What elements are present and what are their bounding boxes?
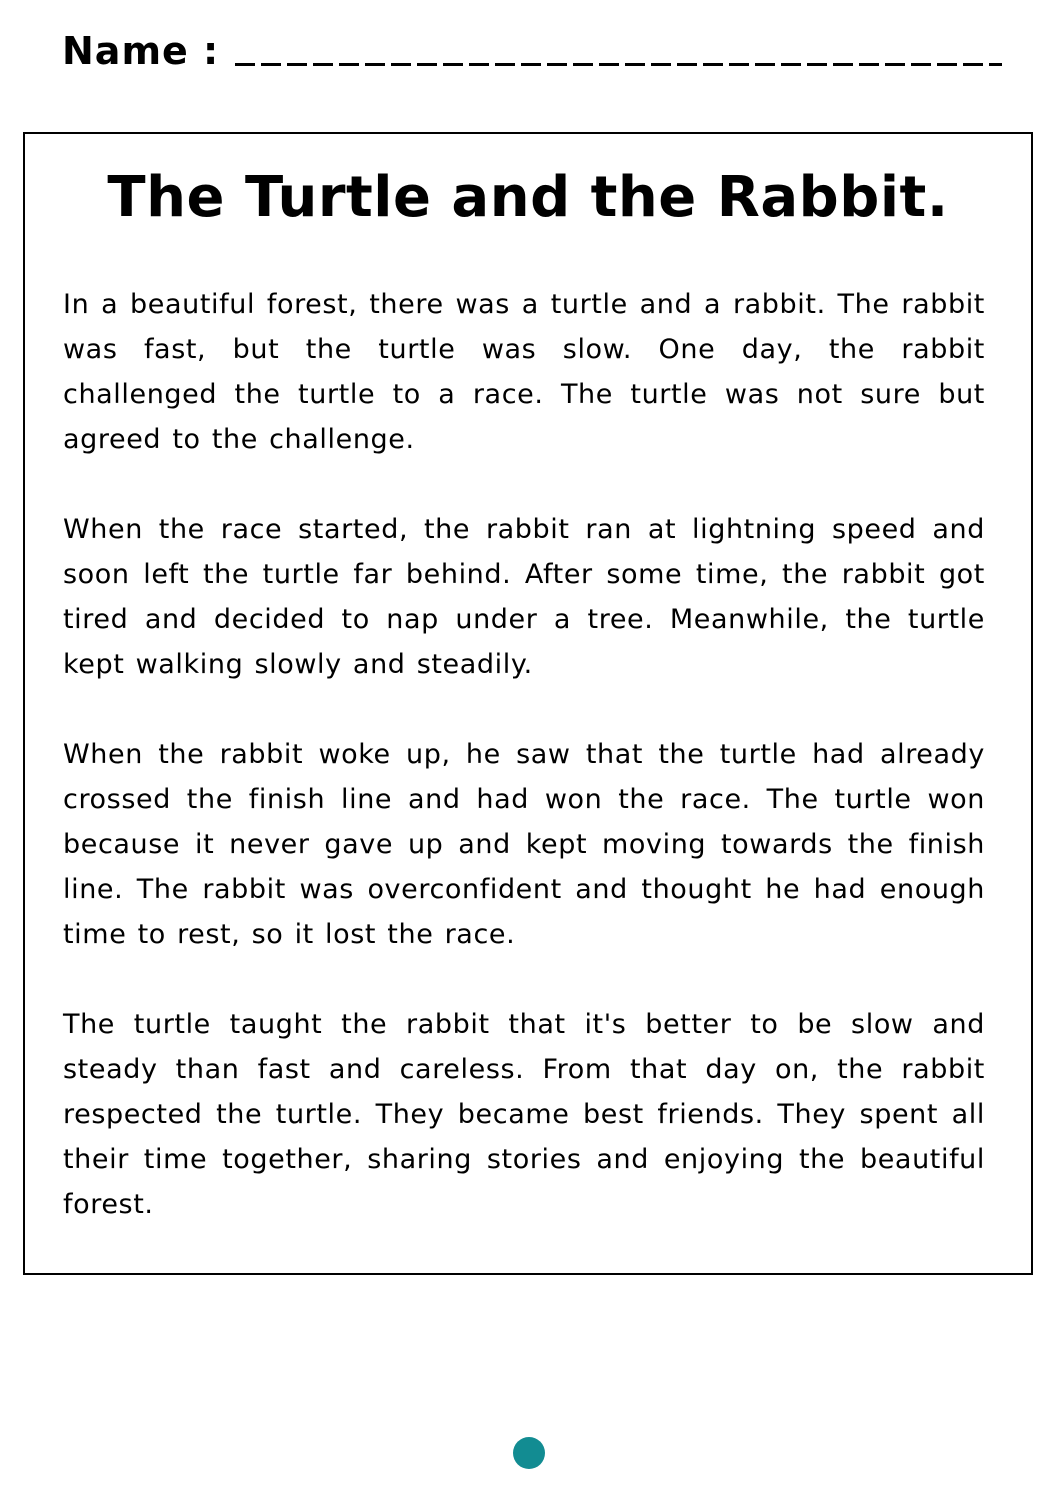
name-blank-line[interactable] bbox=[235, 22, 1002, 66]
logo-badge-icon bbox=[513, 1437, 545, 1469]
story-paragraph: When the race started, the rabbit ran at lightning speed and soon left the turtle far behind. After some time, the rabbit got tired and decided to nap under a tree. Meanwhile, the turtle kept walking slowly and steadily. bbox=[63, 514, 985, 680]
story-title: The Turtle and the Rabbit. bbox=[107, 165, 949, 230]
story-paragraph: When the rabbit woke up, he saw that the turtle had already crossed the finish line and had won the race. The turtle won because it never gave up and kept moving towards the finish line. The rabbit was overconfident and thought he had enough time to rest, so it lost the race. bbox=[63, 739, 985, 950]
story-box bbox=[23, 132, 1033, 1275]
name-row bbox=[62, 22, 1002, 82]
story-paragraph: The turtle taught the rabbit that it's better to be slow and steady than fast and careless. From that day on, the rabbit respected the turtle. They became best friends. They spent all their time together, sharing stories and enjoying the beautiful forest. bbox=[63, 1009, 985, 1220]
name-label: Name : bbox=[62, 29, 220, 73]
story-body bbox=[63, 282, 985, 1272]
story-paragraph: In a beautiful forest, there was a turtle and a rabbit. The rabbit was fast, but the turtle was slow. One day, the rabbit challenged the turtle to a race. The turtle was not sure but agreed to the challenge. bbox=[63, 289, 985, 455]
